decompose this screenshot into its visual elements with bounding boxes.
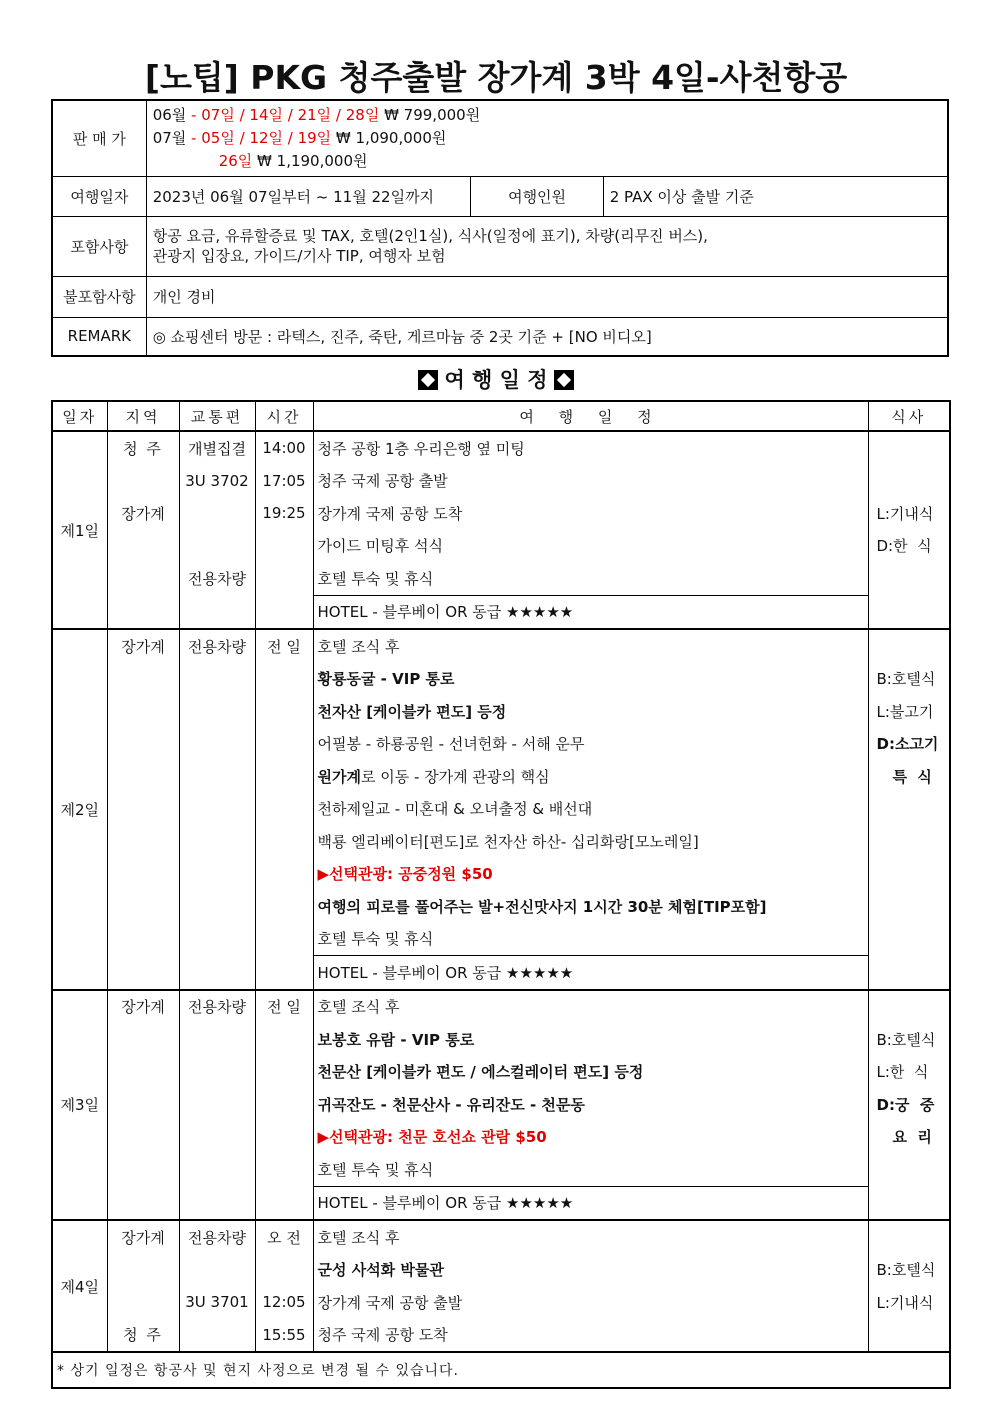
meal-cell: L:불고기 — [868, 695, 950, 728]
table-row — [52, 890, 950, 923]
time-cell: 14:00 — [255, 431, 313, 465]
exclude-row — [52, 276, 948, 317]
meal-cell: B:호텔식 — [868, 1254, 950, 1287]
header-transport: 교통편 — [179, 401, 255, 431]
itinerary-cell: 원가계로 이동 - 장가계 관광의 핵심 — [313, 760, 868, 793]
meal-cell: B:호텔식 — [868, 663, 950, 696]
meal-cell: 특 식 — [868, 760, 950, 793]
table-row — [52, 793, 950, 826]
time-cell: 전 일 — [255, 990, 313, 1024]
table-row — [52, 956, 950, 990]
itinerary-cell: 군성 사석화 박물관 — [313, 1254, 868, 1287]
itinerary-cell: 호텔 투숙 및 휴식 — [313, 923, 868, 956]
hotel-cell: HOTEL - 블루베이 OR 동급 ★★★★★ — [313, 595, 868, 629]
region-cell: 장가계 — [107, 497, 179, 530]
period-label: 여행일자 — [52, 176, 146, 216]
remark-value: ◎ 쇼핑센터 방문 : 라텍스, 진주, 죽탄, 게르마늄 중 2곳 기준 + [NO 비디오] — [146, 317, 948, 356]
itinerary-cell: 청주 공항 1층 우리은행 옆 미팅 — [313, 431, 868, 465]
include-label: 포함사항 — [52, 216, 146, 276]
region-cell: 장가계 — [107, 629, 179, 663]
itinerary-cell: 호텔 투숙 및 휴식 — [313, 1153, 868, 1186]
schedule-table — [51, 400, 951, 1389]
remark-label: REMARK — [52, 317, 146, 356]
table-row — [52, 990, 950, 1024]
itinerary-cell: 천하제일교 - 미혼대 & 오녀출정 & 배선대 — [313, 793, 868, 826]
hotel-cell: HOTEL - 블루베이 OR 동급 ★★★★★ — [313, 1186, 868, 1220]
itinerary-cell: 보봉호 유람 - VIP 통로 — [313, 1023, 868, 1056]
table-row — [52, 1254, 950, 1287]
table-row — [52, 663, 950, 696]
table-row — [52, 1088, 950, 1121]
sales-label: 판 매 가 — [52, 100, 146, 176]
itinerary-cell: 가이드 미팅후 석식 — [313, 530, 868, 563]
table-row — [52, 431, 950, 465]
transport-cell: 전용차량 — [179, 1220, 255, 1254]
time-cell: 전 일 — [255, 629, 313, 663]
footnote: * 상기 일정은 항공사 및 현지 사정으로 변경 될 수 있습니다. — [52, 1352, 950, 1388]
itinerary-cell: 장가계 국제 공항 출발 — [313, 1286, 868, 1319]
table-row — [52, 1153, 950, 1186]
sales-prices — [146, 100, 948, 176]
page-title: [노팁] PKG 청주출발 장가계 3박 4일-사천항공 — [144, 58, 848, 97]
meal-cell: 요 리 — [868, 1121, 950, 1154]
itinerary-cell: 귀곡잔도 - 천문산사 - 유리잔도 - 천문동 — [313, 1088, 868, 1121]
schedule-heading: 여 행 일 정 — [0, 364, 992, 394]
table-row — [52, 595, 950, 629]
table-row — [52, 1023, 950, 1056]
transport-cell: 전용차량 — [179, 990, 255, 1024]
table-row — [52, 728, 950, 761]
meal-cell — [868, 431, 950, 465]
period-value: 2023년 06월 07일부터 ~ 11월 22일까지 — [146, 176, 471, 216]
itinerary-cell: 여행의 피로를 풀어주는 발+전신맛사지 1시간 30분 체험[TIP포함] — [313, 890, 868, 923]
sales-line-july: 07월 - 05일 / 12일 / 19일 ₩ 1,090,000원 — [152, 128, 447, 147]
region-cell: 청 주 — [107, 1319, 179, 1353]
day-label: 제3일 — [52, 990, 107, 1221]
itinerary-cell: 호텔 조식 후 — [313, 990, 868, 1024]
region-cell: 청 주 — [107, 431, 179, 465]
footnote-row — [52, 1352, 950, 1388]
time-cell: 15:55 — [255, 1319, 313, 1353]
day-label: 제2일 — [52, 629, 107, 990]
region-cell: 장가계 — [107, 990, 179, 1024]
meal-cell: L:기내식 — [868, 1286, 950, 1319]
period-row — [52, 176, 948, 216]
include-row — [52, 216, 948, 276]
table-row — [52, 1186, 950, 1220]
meal-cell: L:한 식 — [868, 1056, 950, 1089]
itinerary-cell: 장가계 국제 공항 도착 — [313, 497, 868, 530]
itinerary-cell: 천문산 [케이블카 편도 / 에스컬레이터 편도] 등정 — [313, 1056, 868, 1089]
pax-value: 2 PAX 이상 출발 기준 — [603, 176, 948, 216]
transport-cell: 3U 3701 — [179, 1286, 255, 1319]
meal-cell: D:한 식 — [868, 530, 950, 563]
time-cell: 17:05 — [255, 465, 313, 498]
info-table — [51, 99, 949, 357]
table-row — [52, 1286, 950, 1319]
time-cell: 12:05 — [255, 1286, 313, 1319]
table-row — [52, 530, 950, 563]
table-row — [52, 1121, 950, 1154]
itinerary-cell: 호텔 조식 후 — [313, 1220, 868, 1254]
itinerary-cell: 청주 국제 공항 출발 — [313, 465, 868, 498]
table-row — [52, 497, 950, 530]
itinerary-cell: 백룡 엘리베이터[편도]로 천자산 하산- 십리화랑[모노레일] — [313, 825, 868, 858]
meal-cell: D:궁 중 — [868, 1088, 950, 1121]
remark-row — [52, 317, 948, 356]
itinerary-cell: 천자산 [케이블카 편도] 등정 — [313, 695, 868, 728]
table-row — [52, 1319, 950, 1353]
transport-cell: 전용차량 — [179, 562, 255, 595]
sales-line-july-26: 26일 ₩ 1,190,000원 — [218, 151, 368, 170]
diamond-icon — [418, 370, 438, 390]
itinerary-cell: 호텔 투숙 및 휴식 — [313, 562, 868, 595]
table-row — [52, 760, 950, 793]
meal-cell: D:소고기 — [868, 728, 950, 761]
diamond-icon — [554, 370, 574, 390]
sales-row — [52, 100, 948, 176]
table-row — [52, 923, 950, 956]
table-row — [52, 695, 950, 728]
meal-cell: B:호텔식 — [868, 1023, 950, 1056]
transport-cell: 전용차량 — [179, 629, 255, 663]
header-region: 지역 — [107, 401, 179, 431]
header-day: 일자 — [52, 401, 107, 431]
table-row — [52, 562, 950, 595]
header-itinerary: 여 행 일 정 — [313, 401, 868, 431]
day-label: 제4일 — [52, 1220, 107, 1352]
day-label: 제1일 — [52, 431, 107, 629]
exclude-label: 불포함사항 — [52, 276, 146, 317]
time-cell: 19:25 — [255, 497, 313, 530]
table-row — [52, 1220, 950, 1254]
table-row — [52, 465, 950, 498]
itinerary-cell: 어필봉 - 하룡공원 - 선녀헌화 - 서해 운무 — [313, 728, 868, 761]
region-cell: 장가계 — [107, 1220, 179, 1254]
hotel-cell: HOTEL - 블루베이 OR 동급 ★★★★★ — [313, 956, 868, 990]
header-time: 시간 — [255, 401, 313, 431]
sales-line-june: 06월 - 07일 / 14일 / 21일 / 28일 ₩ 799,000원 — [152, 105, 481, 124]
optional-tour-cell: ▶선택관광: 천문 호선쇼 관람 $50 — [313, 1121, 868, 1154]
header-meal: 식사 — [868, 401, 950, 431]
time-cell: 오 전 — [255, 1220, 313, 1254]
meal-cell: L:기내식 — [868, 497, 950, 530]
table-row — [52, 825, 950, 858]
transport-cell: 개별집결 — [179, 431, 255, 465]
table-row — [52, 1056, 950, 1089]
pax-label: 여행인원 — [471, 176, 603, 216]
exclude-value: 개인 경비 — [146, 276, 948, 317]
itinerary-cell: 호텔 조식 후 — [313, 629, 868, 663]
table-row — [52, 858, 950, 891]
itinerary-cell: 청주 국제 공항 도착 — [313, 1319, 868, 1353]
transport-cell: 3U 3702 — [179, 465, 255, 498]
include-value: 항공 요금, 유류할증료 및 TAX, 호텔(2인1실), 식사(일정에 표기), 차량(리무진 버스), 관광지 입장요, 가이드/기사 TIP, 여행자 보험 — [146, 216, 948, 276]
itinerary-cell: 황룡동굴 - VIP 통로 — [313, 663, 868, 696]
table-row — [52, 629, 950, 663]
optional-tour-cell: ▶선택관광: 공중정원 $50 — [313, 858, 868, 891]
schedule-header-row — [52, 401, 950, 431]
